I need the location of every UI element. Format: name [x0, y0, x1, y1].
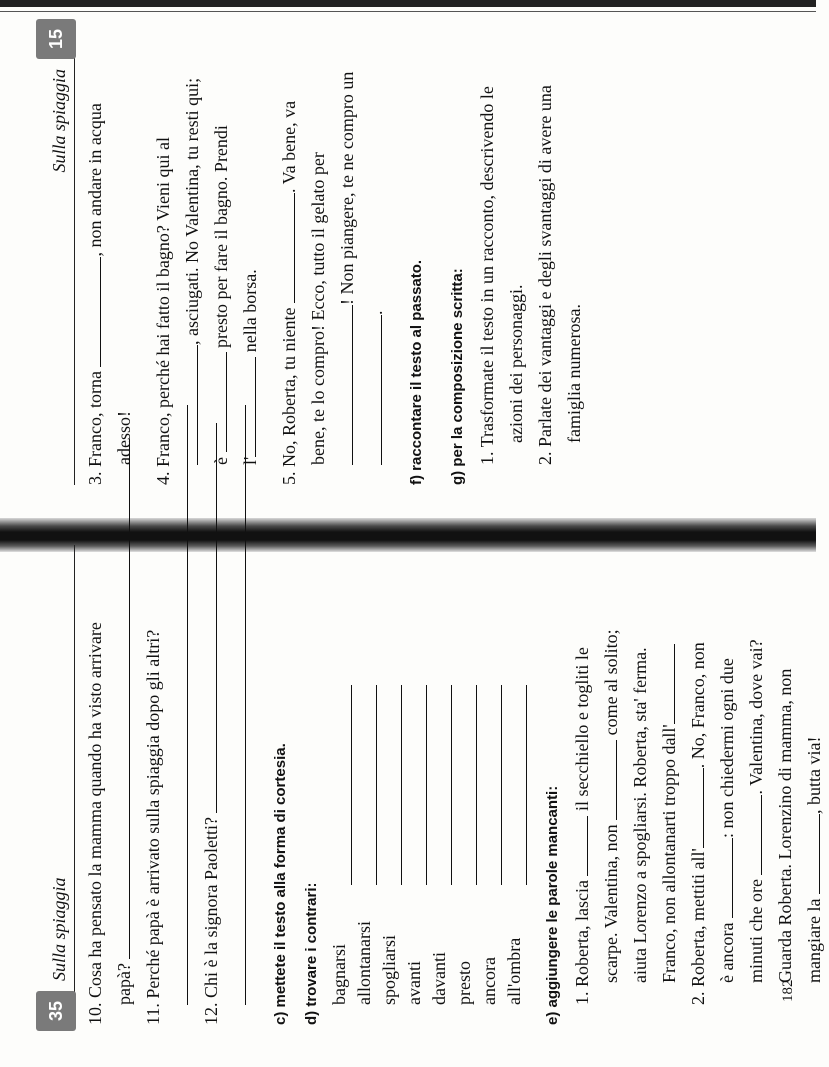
opposite-answer-line[interactable] [506, 685, 527, 885]
top-page-header [40, 25, 75, 485]
exercise-item-5: 5. No, Roberta, tu niente . Va bene, va [275, 25, 304, 485]
exercise-line: scarpe. Valentina, non come al solito; [597, 545, 626, 1025]
opposite-word: all'ombra [504, 937, 524, 1005]
exercise-item-4: 4. Franco, perché hai fatto il bagno? Vieni qui al [153, 137, 173, 485]
exercise-item-3: 3. Franco, torna , non andare in acqua [81, 25, 110, 485]
question-10: 10. Cosa ha pensato la mamma quando ha visto arrivare [85, 622, 105, 1025]
opposite-row [352, 545, 377, 1025]
opposite-word: bagnarsi [329, 944, 349, 1005]
opposite-answer-line[interactable] [381, 685, 402, 885]
page-number: 182 [780, 979, 796, 1002]
bottom-page [40, 545, 824, 1025]
opposite-row [377, 545, 402, 1025]
fill-blank[interactable] [656, 644, 675, 724]
fill-item-2: 2. Roberta, mettiti all'. No, Franco, non [684, 545, 713, 1025]
chapter-title: Sulla spiaggia [49, 877, 69, 981]
exercise-line: è presto per fare il bagno. Prendi [207, 25, 236, 485]
opposite-word: ancora [479, 957, 499, 1005]
composition-item-2: 2. Parlate dei vantaggi e degli svantaggi di avere una [535, 85, 555, 465]
opposite-word: allontanarsi [354, 921, 374, 1005]
top-page [40, 25, 800, 485]
fill-blank[interactable] [334, 305, 353, 465]
opposite-row [327, 545, 352, 1025]
opposite-row [402, 545, 427, 1025]
exercise-line: l' nella borsa. [236, 25, 265, 485]
answer-line[interactable] [198, 423, 217, 813]
section-f-heading: f) raccontare il testo al passato. [408, 259, 425, 485]
chapter-title: Sulla spiaggia [49, 69, 69, 173]
opposite-row [427, 545, 452, 1025]
opposite-answer-line[interactable] [481, 685, 502, 885]
exercise-line: aiuta Lorenzo a spogliarsi. Roberta, sta' ferma. [630, 647, 650, 983]
question-12: 12. Chi è la signora Paoletti? [197, 545, 226, 1025]
section-e-heading: e) aggiungere le parole mancanti: [544, 785, 561, 1025]
exercise-line: mangiare la , butta via! [800, 545, 829, 1025]
chapter-tab: 15 [36, 19, 76, 59]
opposite-answer-line[interactable] [356, 685, 377, 885]
bottom-page-header [40, 545, 75, 1025]
fill-blank[interactable] [801, 814, 820, 894]
exercise-line: papà? [110, 545, 139, 1025]
fill-blank[interactable] [743, 795, 762, 875]
exercise-line: famiglia numerosa. [564, 304, 584, 443]
fill-item-1: 1. Roberta, lascia il secchiello e togliti le [568, 545, 597, 1025]
opposite-row [452, 545, 477, 1025]
exercise-line: azioni dei personaggi. [506, 284, 526, 443]
exercise-line: Franco, non allontanarti troppo dall' [655, 545, 684, 1025]
fill-blank[interactable] [685, 768, 704, 848]
chapter-tab: 35 [36, 991, 76, 1031]
section-d-heading: d) trovare i contrari: [303, 882, 320, 1025]
exercise-line: , asciugati. No Valentina, tu resti qui; [178, 25, 207, 485]
opposite-word: spogliarsi [379, 935, 399, 1005]
opposite-row [477, 545, 502, 1025]
exercise-line: bene, te lo compro! Ecco, tutto il gelato per [308, 152, 328, 465]
answer-line[interactable] [227, 405, 246, 1005]
opposite-answer-line[interactable] [406, 685, 427, 885]
opposite-row [502, 545, 527, 1025]
section-g-heading: g) per la composizione scritta: [449, 268, 466, 485]
fill-blank[interactable] [82, 257, 101, 367]
opposite-answer-line[interactable] [456, 685, 477, 885]
question-11: 11. Perché papà è arrivato sulla spiaggia dopo gli altri? [143, 629, 163, 1025]
opposite-answer-line[interactable] [331, 685, 352, 885]
fill-blank[interactable] [714, 838, 733, 918]
fill-blank[interactable] [363, 315, 382, 465]
fill-blank[interactable] [598, 740, 617, 820]
fill-blank[interactable] [276, 193, 295, 303]
opposite-word: presto [454, 961, 474, 1005]
answer-line[interactable] [169, 405, 188, 1005]
exercise-line: è ancora : non chiedermi ogni due [713, 545, 742, 1025]
section-c-heading: c) mettete il testo alla forma di cortesia. [272, 743, 289, 1025]
opposites-list [327, 545, 527, 1025]
opposite-answer-line[interactable] [431, 685, 452, 885]
opposite-word: davanti [429, 952, 449, 1005]
exercise-line: ! Non piangere, te ne compro un [333, 25, 362, 485]
composition-item-1: 1. Trasformate il testo in un racconto, descrivendo le [477, 86, 497, 465]
exercise-line: . [362, 25, 391, 485]
top-edge-line [0, 11, 816, 12]
exercise-line: adesso! [114, 411, 134, 465]
exercise-line: Guarda Roberta. Lorenzino di mamma, non [775, 668, 795, 983]
top-edge-bar [0, 0, 816, 7]
answer-line[interactable] [111, 439, 130, 959]
opposite-word: avanti [404, 961, 424, 1005]
exercise-line: minuti che ore . Valentina, dove vai? [742, 545, 771, 1025]
fill-blank[interactable] [569, 816, 588, 876]
